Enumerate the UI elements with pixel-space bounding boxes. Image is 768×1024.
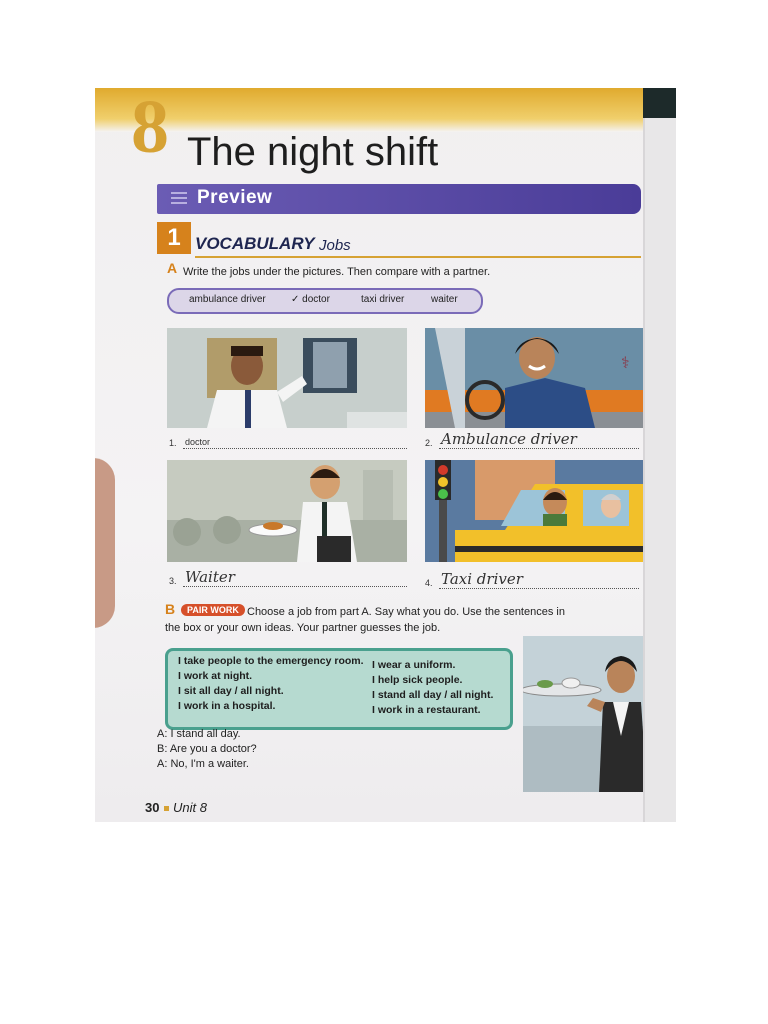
item-2-line <box>439 448 639 449</box>
word-waiter: waiter <box>431 294 458 305</box>
book-photo <box>95 88 676 822</box>
item-2-answer: Ambulance driver <box>441 430 577 448</box>
dialog-line-2: B: Are you a doctor? <box>157 743 257 755</box>
sentence-left-1: I take people to the emergency room. <box>178 655 364 667</box>
picture-taxi-driver <box>425 460 649 562</box>
preview-bar <box>157 184 641 214</box>
doctor-illustration <box>167 328 407 428</box>
footer-unit: Unit 8 <box>173 800 207 815</box>
sentence-left-3: I sit all day / all night. <box>178 685 284 697</box>
item-1-line <box>183 448 407 449</box>
item-3-number: 3. <box>169 576 177 586</box>
picture-doctor <box>167 328 407 428</box>
word-ambulance-driver: ambulance driver <box>189 294 266 305</box>
section-divider <box>195 256 641 258</box>
item-3-line <box>183 586 407 587</box>
sentence-right-4: I work in a restaurant. <box>372 704 481 716</box>
section-number: 1 <box>157 222 191 254</box>
sentence-box <box>165 648 513 730</box>
sentence-right-1: I wear a uniform. <box>372 659 456 671</box>
svg-text:⚕: ⚕ <box>621 353 630 372</box>
ambulance-driver-illustration <box>425 328 649 428</box>
waiter-illustration <box>167 460 407 562</box>
waitress-illustration <box>523 636 649 792</box>
page-number: 30 <box>145 800 160 815</box>
picture-waiter <box>167 460 407 562</box>
item-4-line <box>439 588 639 589</box>
word-box <box>167 288 483 314</box>
pair-work-badge: PAIR WORK <box>181 604 245 616</box>
part-a-letter: A <box>167 260 178 276</box>
word-doctor: ✓ doctor <box>291 294 330 305</box>
dialog-line-3: A: No, I'm a waiter. <box>157 758 249 770</box>
menu-lines-icon <box>171 192 187 206</box>
item-1-answer: doctor <box>185 437 211 447</box>
section-title: VOCABULARY <box>195 234 315 253</box>
taxi-driver-illustration <box>425 460 649 562</box>
sentence-right-3: I stand all day / all night. <box>372 689 494 701</box>
item-4-answer: Taxi driver <box>441 570 523 588</box>
part-b-instruction-line1: Choose a job from part A. Say what you do. Use the sentences in <box>247 606 565 618</box>
unit-number: 8 <box>131 88 169 169</box>
textbook-page <box>95 88 643 822</box>
picture-ambulance-driver <box>425 328 649 428</box>
preview-label: Preview <box>197 187 273 208</box>
next-page-edge <box>643 118 676 822</box>
section-subtitle: Jobs <box>319 237 351 254</box>
item-2-number: 2. <box>425 438 433 448</box>
item-4-number: 4. <box>425 578 433 588</box>
part-a-instruction: Write the jobs under the pictures. Then compare with a partner. <box>183 266 491 278</box>
picture-waitress <box>523 636 649 792</box>
unit-title: The night shift <box>187 130 439 174</box>
item-1-number: 1. <box>169 438 177 448</box>
item-3-answer: Waiter <box>185 568 235 586</box>
footer-bullet <box>164 806 169 811</box>
part-b-instruction-line2: the box or your own ideas. Your partner guesses the job. <box>165 622 441 634</box>
part-b-letter: B <box>165 601 176 617</box>
header-band <box>95 88 643 132</box>
word-taxi-driver: taxi driver <box>361 294 405 305</box>
thumb <box>95 458 115 628</box>
dialog-line-1: A: I stand all day. <box>157 728 241 740</box>
sentence-left-2: I work at night. <box>178 670 253 682</box>
sentence-right-2: I help sick people. <box>372 674 463 686</box>
sentence-left-4: I work in a hospital. <box>178 700 276 712</box>
